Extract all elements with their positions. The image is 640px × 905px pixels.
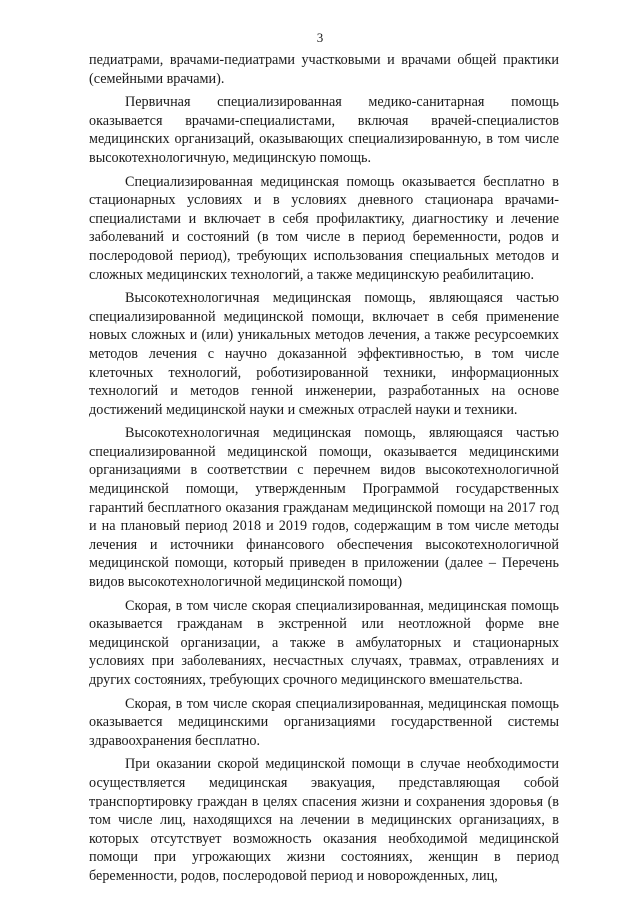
paragraph-6: Скорая, в том числе скорая специализированная, медицинская помощь оказывается гражданам в экстренной или неотложной форме вне медицинской организации, а также в амбулаторных и стационарных условиях при заболеваниях, несчастных случаях, травмах, отравлениях и других состояниях, требующих срочного медицинского вмешательства. — [89, 597, 559, 688]
paragraph-3: Специализированная медицинская помощь оказывается бесплатно в стационарных условиях и в условиях дневного стационара врачами-специалистами и включает в себя профилактику, диагностику и лечение заболеваний и состояний (в том числе в период беременности, родов и послеродовой период), требующих использования специальных методов и сложных медицинских технологий, а также медицинскую реабилитацию. — [89, 173, 559, 283]
paragraph-4: Высокотехнологичная медицинская помощь, являющаяся частью специализированной медицинской помощи, включает в себя применение новых сложных и (или) уникальных методов лечения, а также ресурсоемких методов лечения с научно доказанной эффективностью, в том числе клеточных технологий, роботизированной техники, информационных технологий и методов генной инженерии, разработанных на основе достижений медицинской науки и смежных отраслей науки и техники. — [89, 290, 559, 418]
page-number: 3 — [316, 30, 324, 45]
paragraph-1: педиатрами, врачами-педиатрами участковыми и врачами общей практики (семейными врачами). — [89, 52, 559, 87]
paragraph-5: Высокотехнологичная медицинская помощь, являющаяся частью специализированной медицинской помощи, оказывается медицинскими организациями в соответствии с перечнем видов высокотехнологичной медицинской помощи, утвержденным Программой государственных гарантий бесплатного оказания гражданам медицинской помощи на 2017 год и на плановый период 2018 и 2019 годов, содержащим в том числе методы лечения и источники финансового обеспечения высокотехнологичной медицинской помощи, который приведен в приложении (далее – Перечень видов высокотехнологичной медицинской помощи) — [89, 425, 559, 591]
paragraph-2: Первичная специализированная медико-санитарная помощь оказывается врачами-специалистами, включая врачей-специалистов медицинских организаций, оказывающих специализированную, в том числе высокотехнологичную, медицинскую помощь. — [89, 94, 559, 166]
paragraph-8: При оказании скорой медицинской помощи в случае необходимости осуществляется медицинская эвакуация, представляющая собой транспортировку граждан в целях спасения жизни и сохранения здоровья (в том числе лиц, находящихся на лечении в медицинских организациях, в которых отсутствует возможность оказания необходимой медицинской помощи при угрожающих жизни состояниях, женщин в период беременности, родов, послеродовой период и новорожденных, лиц, — [89, 756, 559, 884]
document-body — [89, 51, 559, 886]
paragraph-7: Скорая, в том числе скорая специализированная, медицинская помощь оказывается медицинскими организациями государственной системы здравоохранения бесплатно. — [89, 695, 559, 749]
